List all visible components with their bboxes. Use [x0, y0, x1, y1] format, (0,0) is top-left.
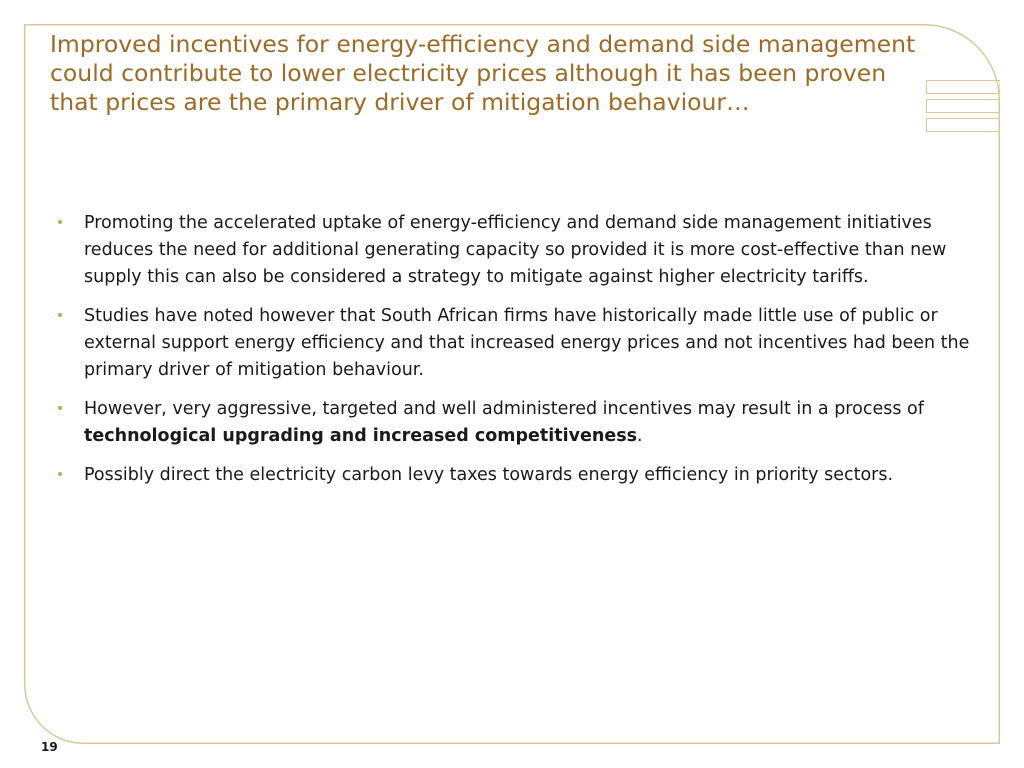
bullet-text-start: However, very aggressive, targeted and well administered incentives may result in a process of: [84, 399, 924, 419]
slide-title: Improved incentives for energy-efficiency and demand side management could contribute to lower electricity prices although it has been proven that prices are the primary driver of mitigation behaviour…: [50, 30, 916, 116]
bullet-item: [54, 210, 970, 291]
bullet-item: [54, 303, 970, 384]
page-number: 19: [41, 740, 58, 754]
bullet-text-end: .: [637, 426, 643, 446]
bullet-text-emphasis: technological upgrading and increased competitiveness: [84, 426, 638, 446]
bullet-list: [54, 210, 970, 501]
bullet-text: Studies have noted however that South African firms have historically made little use of public or external support energy efficiency and that increased energy prices and not incentives had been the primary driver of mitigation behaviour.: [84, 306, 970, 380]
bullet-icon: •: [56, 215, 65, 231]
bullet-icon: •: [56, 401, 65, 417]
bullet-icon: •: [56, 308, 65, 324]
bullet-text: Promoting the accelerated uptake of energy-efficiency and demand side management initiatives reduces the need for additional generating capacity so provided it is more cost-effective than new supply this can also be considered a strategy to mitigate against higher electricity tariffs.: [84, 213, 947, 287]
bullet-icon: •: [56, 467, 65, 483]
bullet-item: [54, 396, 970, 450]
decorative-lines: [926, 80, 1000, 132]
bullet-text: Possibly direct the electricity carbon levy taxes towards energy efficiency in priority sectors.: [84, 465, 894, 485]
bullet-item: [54, 462, 970, 489]
